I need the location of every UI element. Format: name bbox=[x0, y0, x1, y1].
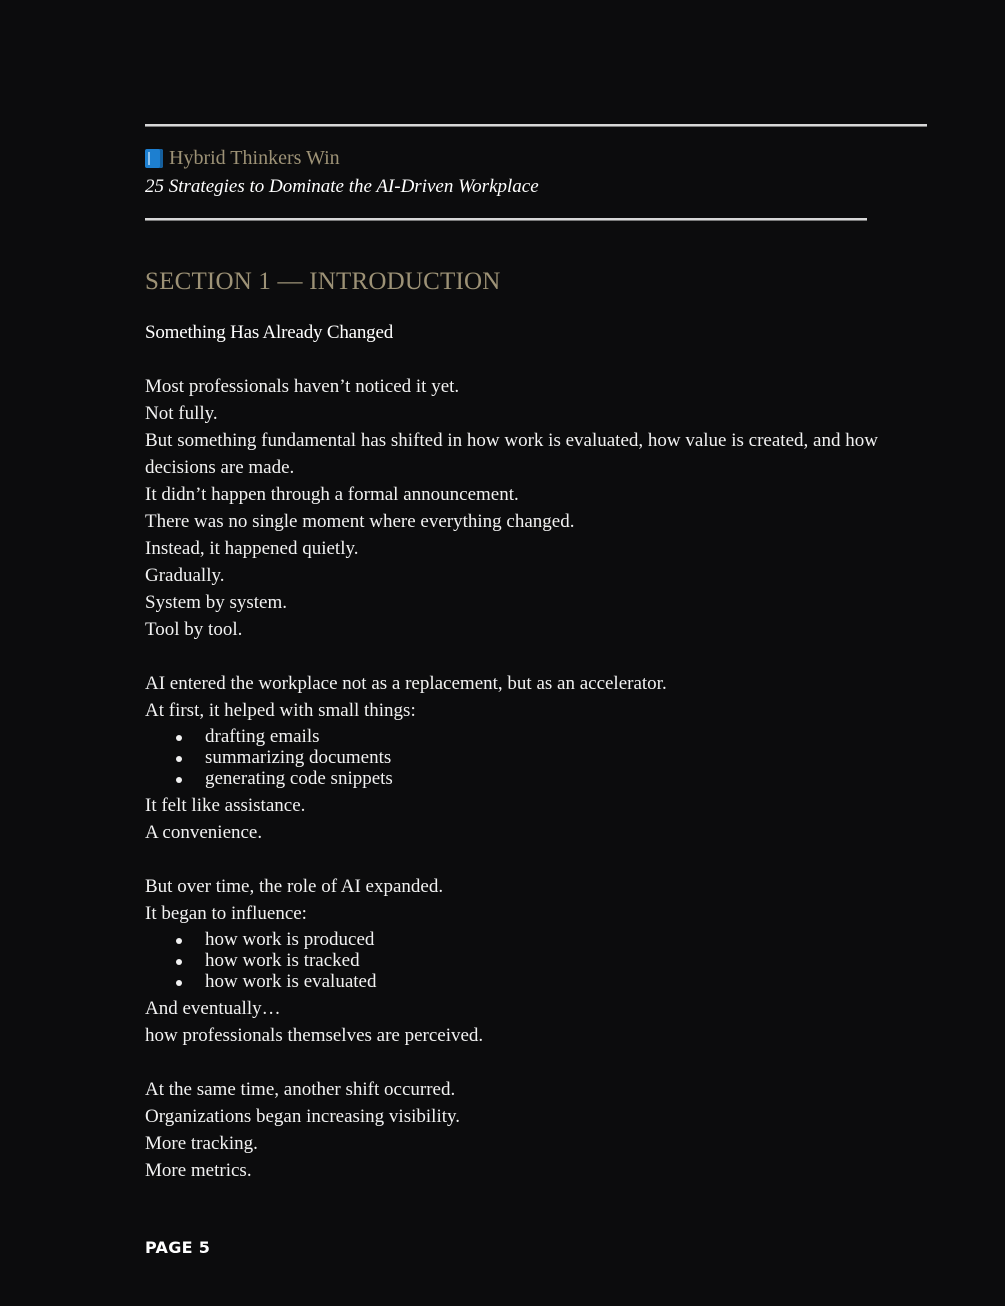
book-subtitle: 25 Strategies to Dominate the AI-Driven Workplace bbox=[145, 176, 539, 197]
paragraph-gap bbox=[145, 846, 885, 873]
section-title: SECTION 1 — INTRODUCTION bbox=[145, 268, 501, 295]
body-line: System by system. bbox=[145, 592, 287, 613]
paragraph-gap bbox=[145, 643, 885, 670]
body-line: Organizations began increasing visibility. bbox=[145, 1106, 461, 1127]
paragraph-gap bbox=[145, 1049, 885, 1076]
page-number: PAGE 5 bbox=[145, 1238, 211, 1257]
book-title-line bbox=[145, 145, 340, 171]
list-item: how work is tracked bbox=[145, 950, 885, 971]
body-line: It felt like assistance. bbox=[145, 795, 306, 816]
body-line: At first, it helped with small things: bbox=[145, 700, 416, 721]
body-text bbox=[145, 373, 885, 1184]
body-line: It didn’t happen through a formal announcement. bbox=[145, 484, 519, 505]
blue-book-icon bbox=[145, 149, 163, 168]
body-line: Instead, it happened quietly. bbox=[145, 538, 359, 559]
body-line: Not fully. bbox=[145, 403, 218, 424]
bullet-list bbox=[145, 929, 885, 992]
list-item: generating code snippets bbox=[145, 768, 885, 789]
body-line: More tracking. bbox=[145, 1133, 258, 1154]
body-line: how professionals themselves are perceived. bbox=[145, 1025, 484, 1046]
body-line: There was no single moment where everything changed. bbox=[145, 511, 575, 532]
list-item: drafting emails bbox=[145, 726, 885, 747]
body-line: Gradually. bbox=[145, 565, 225, 586]
section-subheading: Something Has Already Changed bbox=[145, 322, 394, 343]
header-bottom-rule bbox=[145, 218, 867, 221]
body-line: At the same time, another shift occurred. bbox=[145, 1079, 456, 1100]
list-item: how work is evaluated bbox=[145, 971, 885, 992]
list-item: summarizing documents bbox=[145, 747, 885, 768]
body-line: Most professionals haven’t noticed it yet. bbox=[145, 376, 460, 397]
document-page bbox=[145, 0, 927, 1306]
body-line: But something fundamental has shifted in how work is evaluated, how value is created, and how decisions are made. bbox=[145, 430, 878, 478]
list-item: how work is produced bbox=[145, 929, 885, 950]
header-top-rule bbox=[145, 124, 927, 127]
bullet-list bbox=[145, 726, 885, 789]
body-line: AI entered the workplace not as a replacement, but as an accelerator. bbox=[145, 673, 667, 694]
body-line: But over time, the role of AI expanded. bbox=[145, 876, 444, 897]
body-line: More metrics. bbox=[145, 1160, 252, 1181]
body-line: Tool by tool. bbox=[145, 619, 243, 640]
body-line: A convenience. bbox=[145, 822, 263, 843]
body-line: It began to influence: bbox=[145, 903, 307, 924]
body-line: And eventually… bbox=[145, 998, 281, 1019]
book-title: Hybrid Thinkers Win bbox=[169, 146, 340, 169]
